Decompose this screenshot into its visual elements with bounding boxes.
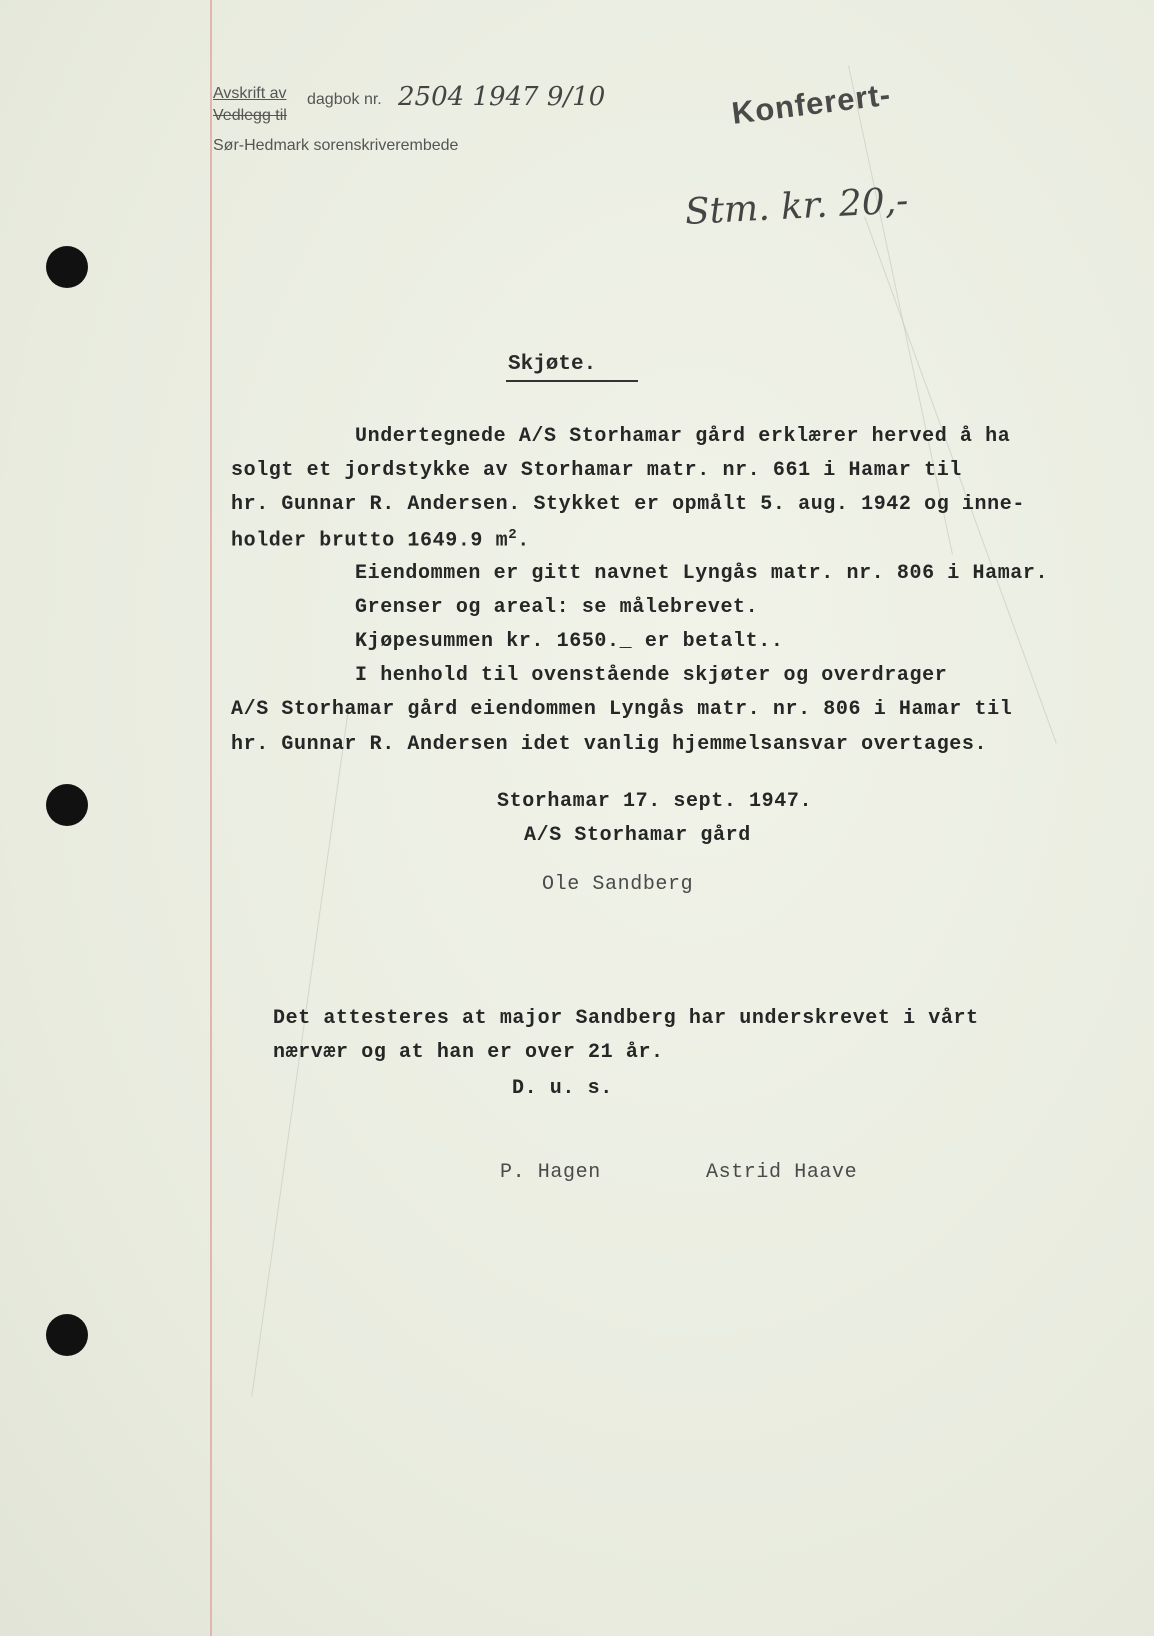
body-line: A/S Storhamar gård eiendommen Lyngås matr. nr. 806 i Hamar til <box>231 698 1013 721</box>
punch-hole-top <box>46 246 88 288</box>
body-line: solgt et jordstykke av Storhamar matr. nr. 661 i Hamar til <box>231 459 962 482</box>
body-line: Eiendommen er gitt navnet Lyngås matr. nr. 806 i Hamar. <box>355 562 1049 585</box>
body-line: I henhold til ovenstående skjøter og overdrager <box>355 664 948 687</box>
witness-astrid-haave: Astrid Haave <box>706 1161 858 1184</box>
konferert-stamp: Konferert- <box>729 76 893 131</box>
punch-hole-bottom <box>46 1314 88 1356</box>
punch-hole-middle <box>46 784 88 826</box>
place-date: Storhamar 17. sept. 1947. <box>497 790 813 813</box>
body-line: hr. Gunnar R. Andersen idet vanlig hjemmelsansvar overtages. <box>231 733 988 756</box>
attest-line: nærvær og at han er over 21 år. <box>273 1041 664 1064</box>
dus-line: D. u. s. <box>512 1077 613 1100</box>
attest-line: Det attesteres at major Sandberg har underskrevet i vårt <box>273 1007 979 1030</box>
body-line-area <box>231 527 530 553</box>
signature-ole-sandberg: Ole Sandberg <box>542 873 694 896</box>
stamp-dagbok: dagbok nr. <box>307 91 382 108</box>
margin-line <box>210 0 212 1636</box>
title-underline <box>506 380 638 382</box>
area-text: holder brutto 1649.9 m <box>231 529 509 553</box>
witness-p-hagen: P. Hagen <box>500 1161 601 1184</box>
company-name: A/S Storhamar gård <box>524 824 751 847</box>
handwritten-fee: Stm. kr. 20,- <box>683 180 910 233</box>
area-suffix: . <box>517 529 530 553</box>
body-line: hr. Gunnar R. Andersen. Stykket er opmålt 5. aug. 1942 og inne- <box>231 493 1025 516</box>
stamp-office: Sør-Hedmark sorenskriverembede <box>213 137 459 154</box>
document-title: Skjøte. <box>508 353 597 376</box>
stamp-vedlegg: Vedlegg til <box>213 107 287 124</box>
area-superscript: 2 <box>508 527 518 543</box>
body-line: Grenser og areal: se målebrevet. <box>355 596 759 619</box>
body-line: Kjøpesummen kr. 1650._ er betalt.. <box>355 630 784 653</box>
stamp-avskrift: Avskrift av <box>213 85 287 102</box>
body-line: Undertegnede A/S Storhamar gård erklærer herved å ha <box>355 425 1011 448</box>
handwritten-journal-number: 2504 1947 9/10 <box>398 82 606 112</box>
